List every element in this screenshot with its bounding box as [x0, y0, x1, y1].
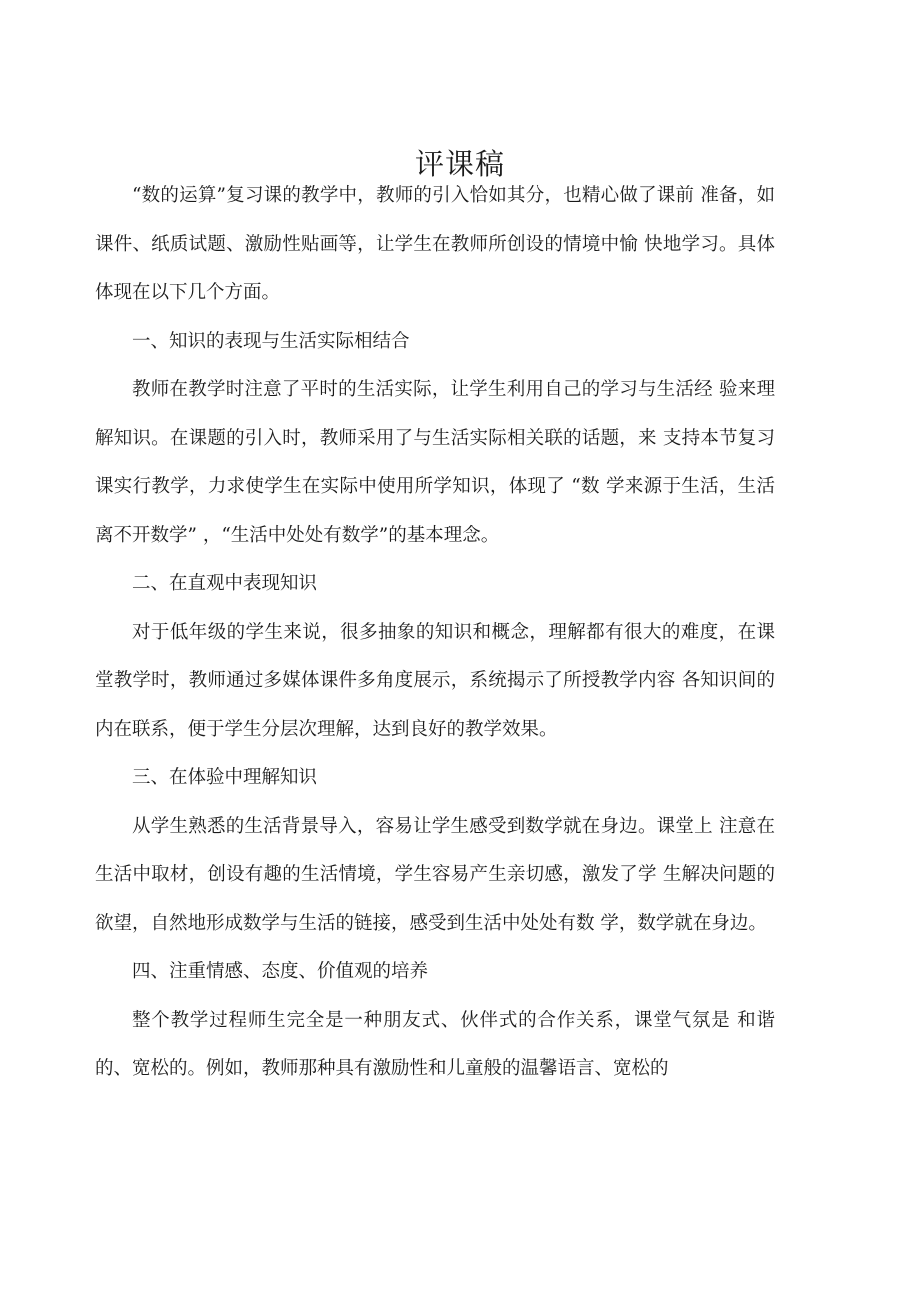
document-title: 评课稿 [414, 147, 505, 181]
intro-paragraph: “数的运算”复习课的教学中，教师的引入恰如其分，也精心做了课前 准备，如课件、纸质试题、激励性贴画等，让学生在教师所创设的情境中愉 快地学习。具体体现在以下几个方面。 [95, 185, 775, 303]
section-heading-4: 四、注重情感、态度、价值观的培养 [132, 961, 429, 982]
section-body-4: 整个教学过程师生完全是一种朋友式、伙伴式的合作关系，课堂气氛是 和谐的、宽松的。例如，教师那种具有激励性和儿童般的温馨语言、宽松的 [95, 1009, 775, 1079]
section-heading-1: 一、知识的表现与生活实际相结合 [132, 330, 410, 352]
section-body-3: 从学生熟悉的生活背景导入，容易让学生感受到数学就在身边。课堂上 注意在生活中取材，创设有趣的生活情境，学生容易产生亲切感，激发了学 生解决问题的欲望，自然地形成数学与生活的链接，感受到生活中处处有数 学，数学就在身边。 [95, 815, 775, 934]
section-body-2: 对于低年级的学生来说，很多抽象的知识和概念，理解都有很大的难度，在课堂教学时，教师通过多媒体课件多角度展示，系统揭示了所授教学内容 各知识间的内在联系，便于学生分层次理解，达到良好的教学效果。 [95, 621, 775, 740]
section-body-1: 教师在教学时注意了平时的生活实际，让学生利用自己的学习与生活经 验来理解知识。在课题的引入时，教师采用了与生活实际相关联的话题，来 支持本节复习课实行教学，力求使学生在实际中使用所学知识，体现了 “数 学来源于生活，生活离不开数学” ，“生活中处处有数学”的基本理念。 [95, 379, 775, 546]
section-heading-2: 二、在直观中表现知识 [132, 573, 318, 594]
section-heading-3: 三、在体验中理解知识 [132, 767, 318, 788]
document-body [95, 172, 775, 1094]
